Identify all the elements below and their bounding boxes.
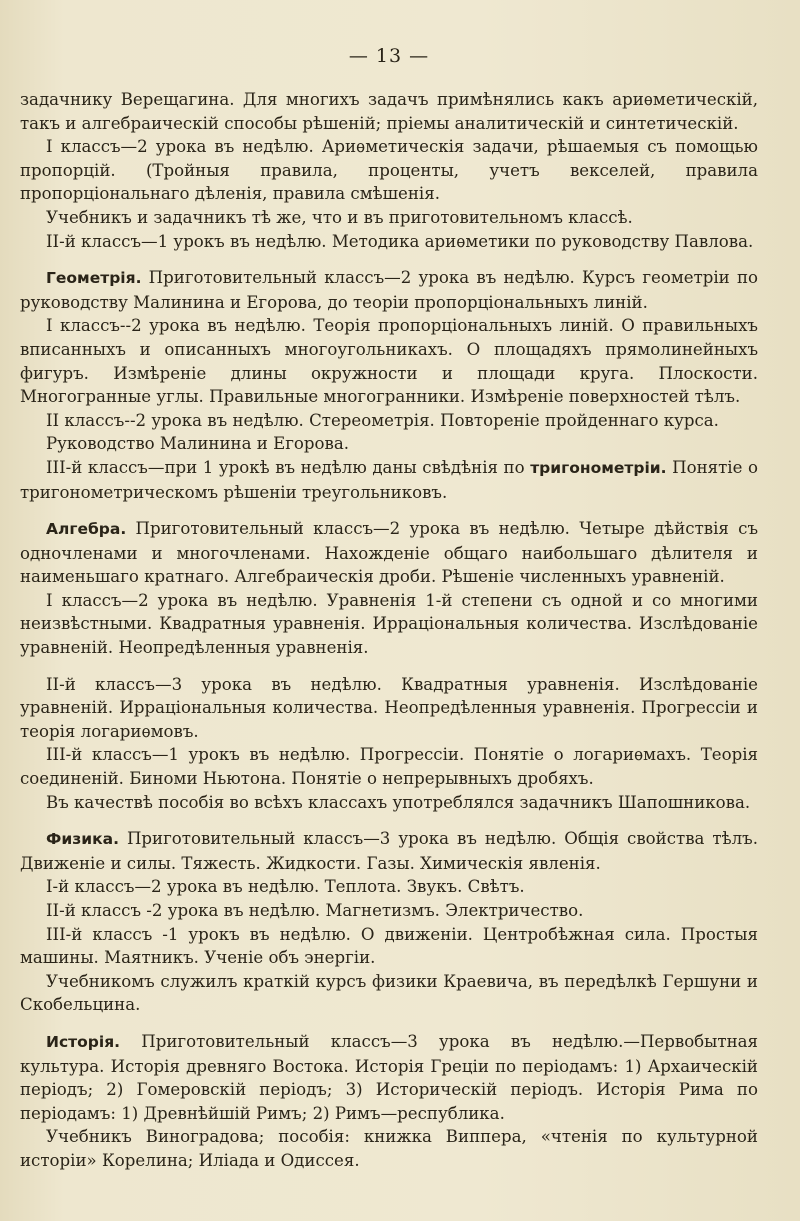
section-heading-history: Исторія. [46, 1032, 121, 1051]
section-heading-algebra: Алгебра. [46, 520, 127, 539]
paragraph-algebra-textbook: Въ качествѣ пособія во всѣхъ классахъ употреблялся задачникъ Шапошникова. [46, 792, 751, 812]
term-trigonometry: тригонометріи. [530, 458, 667, 477]
section-physics-intro: Физика. Приготовительный классъ—3 урока въ недѣлю. Общія свойства тѣлъ. Движеніе и силы. Тяжесть. Жидкости. Газы. Химическія явленія. [20, 829, 758, 873]
section-history-intro: Исторія. Приготовительный классъ—3 урока въ недѣлю.—Первобытная культура. Исторія древняго Востока. Исторія Греціи по періодамъ: 1) Архаическій періодъ; 2) Гомеровскій періодъ; 3) Историческій періодъ. Исторія Рима по періодамъ: 1) Древнѣйшій Римъ; 2) Римъ—республика. [20, 1031, 758, 1123]
paragraph-arith-class1: I классъ—2 урока въ недѣлю. Ариѳметическія задачи, рѣшаемыя съ помощью пропорцій. (Тройныя правила, проценты, учетъ векселей, правила пропорціональнаго дѣленія, правила смѣшенія. [20, 137, 758, 204]
paragraph-arith-textbook: Учебникъ и задачникъ тѣ же, что и въ приготовительномъ классѣ. [46, 207, 633, 227]
paragraph-algebra-class3: III-й классъ—1 урокъ въ недѣлю. Прогрессіи. Понятіе о логариѳмахъ. Теорія соединеній. Биноми Ньютона. Понятіе о непрерывныхъ дробяхъ. [20, 745, 758, 789]
paragraph-geometry-class3: III-й классъ—при 1 урокѣ въ недѣлю даны свѣдѣнія по тригонометріи. Понятіе о тригонометрическомъ рѣшеніи треугольниковъ. [20, 457, 758, 502]
paragraph-physics-textbook: Учебникомъ служилъ краткій курсъ физики Краевича, въ передѣлкѣ Гершуни и Скобельцина. [20, 971, 758, 1015]
paragraph-algebra-class2: II-й классъ—3 урока въ недѣлю. Квадратныя уравненія. Изслѣдованіе уравненій. Ирраціональныя количества. Неопредѣленныя уравненія. Прогрессіи и теорія логариѳмовъ. [20, 674, 758, 741]
section-geometry-intro: Геометрія. Приготовительный классъ—2 урока въ недѣлю. Курсъ геометріи по руководству Малинина и Егорова, до теоріи пропорціональныхъ линій. [20, 268, 758, 312]
paragraph-physics-class3: III-й классъ -1 урокъ въ недѣлю. О движеніи. Центробѣжная сила. Простыя машины. Маятникъ. Ученіе объ энергіи. [20, 924, 758, 968]
paragraph-arith-class2: II-й классъ—1 урокъ въ недѣлю. Методика ариѳметики по руководству Павлова. [46, 231, 754, 251]
paragraph-history-textbook: Учебникъ Виноградова; пособія: книжка Виппера, «чтенія по культурной исторіи» Корелина; Иліада и Одиссея. [20, 1127, 758, 1170]
paragraph-physics-class1: I-й классъ—2 урока въ недѣлю. Теплота. Звукъ. Свѣтъ. [46, 877, 525, 897]
section-algebra-intro: Алгебра. Приготовительный классъ—2 урока въ недѣлю. Четыре дѣйствія съ одночленами и многочленами. Нахожденіе общаго наибольшаго дѣлителя и наименьшаго кратнаго. Алгебраическія дроби. Рѣшеніе численныхъ уравненій. [20, 519, 758, 587]
paragraph-geometry-textbook: Руководство Малинина и Егорова. [46, 434, 350, 454]
paragraph-algebra-class1: I классъ—2 урока въ недѣлю. Уравненія 1-й степени съ одной и со многими неизвѣстными. Квадратныя уравненія. Ирраціональныя количества. Изслѣдованіе уравненій. Неопредѣленныя уравненія. [20, 590, 758, 658]
paragraph-physics-class2: II-й классъ -2 урока въ недѣлю. Магнетизмъ. Электричество. [46, 901, 584, 920]
section-heading-physics: Физика. [46, 830, 119, 849]
section-heading-geometry: Геометрія. [46, 269, 142, 288]
page-number: — 13 — [348, 45, 430, 67]
paragraph-arith-continuation: задачнику Верещагина. Для многихъ задачъ примѣнялись какъ ариѳметическій, такъ и алгебраическій способы рѣшеній; пріемы аналитическій и синтетическій. [20, 90, 758, 133]
paragraph-geometry-class1: I классъ--2 урока въ недѣлю. Теорія пропорціональныхъ линій. О правильныхъ вписанныхъ и описанныхъ многоугольникахъ. О площадяхъ прямолинейныхъ фигуръ. Измѣреніе длины окружности и площади круга. Плоскости. Многогранные углы. Правильные многогранники. Измѣреніе поверхностей тѣлъ. [20, 316, 758, 407]
paragraph-geometry-class2: II классъ--2 урока въ недѣлю. Стереометрія. Повтореніе пройденнаго курса. [46, 410, 719, 430]
